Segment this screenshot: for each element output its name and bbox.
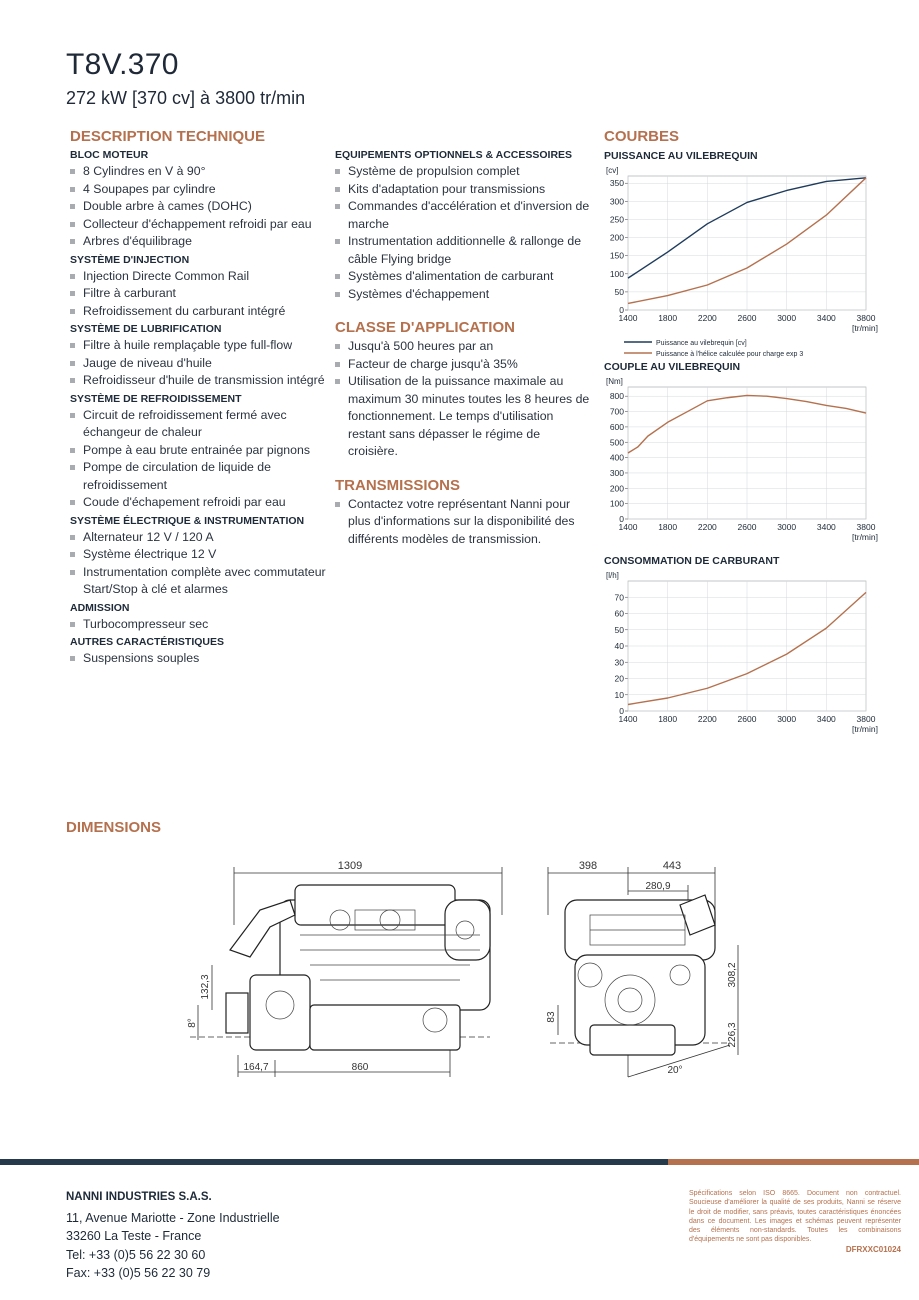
dim-front-height-lower: 226,3 — [727, 1022, 738, 1048]
company-contact — [66, 1188, 280, 1283]
curves-title: COURBES — [604, 128, 680, 145]
list-item: Systèmes d'échappement — [335, 286, 591, 304]
description-group-title: ADMISSION — [70, 601, 130, 614]
x-tick-label: 2600 — [737, 714, 757, 724]
x-tick-label: 2200 — [697, 714, 717, 724]
y-tick-label: 40 — [614, 641, 624, 651]
list-item: 4 Soupapes par cylindre — [70, 181, 332, 199]
x-tick-label: 3000 — [777, 714, 797, 724]
dim-front-angle: 20° — [667, 1065, 683, 1076]
chart-fuel — [604, 567, 894, 739]
description-group-list — [70, 163, 332, 251]
description-group-title: SYSTÈME DE REFROIDISSEMENT — [70, 392, 242, 405]
y-tick-label: 200 — [609, 232, 624, 243]
list-item: Arbres d'équilibrage — [70, 233, 332, 251]
y-tick-label: 300 — [609, 196, 624, 207]
description-group-title: SYSTÈME D'INJECTION — [70, 253, 190, 266]
technical-description — [70, 128, 332, 668]
chart-power — [604, 162, 894, 358]
list-item: Refroidissement du carburant intégré — [70, 303, 332, 321]
options-list — [335, 163, 591, 303]
y-tick-label: 200 — [609, 483, 624, 494]
list-item: Refroidisseur d'huile de transmission intégré — [70, 372, 332, 390]
list-item: Commandes d'accélération et d'inversion de marche — [335, 198, 591, 233]
description-group-list — [70, 650, 332, 668]
x-tick-label: 1400 — [618, 522, 638, 532]
description-group-title: SYSTÈME ÉLECTRIQUE & INSTRUMENTATION — [70, 514, 305, 527]
y-tick-label: 800 — [609, 391, 624, 402]
x-tick-label: 1800 — [658, 313, 678, 323]
description-groups — [70, 149, 332, 668]
x-tick-label: 1400 — [618, 714, 638, 724]
y-tick-label: 100 — [609, 268, 624, 279]
description-group-list — [70, 529, 332, 599]
dim-side-height-upper: 132,3 — [200, 974, 211, 1000]
description-group-title: SYSTÈME DE LUBRIFICATION — [70, 323, 222, 335]
legend-label: Puissance à l'hélice calculée pour charge exp 3 — [656, 351, 804, 358]
description-group-list — [70, 337, 332, 390]
engine-front-view-drawing — [530, 855, 750, 1085]
list-item: Alternateur 12 V / 120 A — [70, 529, 332, 547]
y-tick-label: 700 — [609, 406, 624, 417]
legend-label: Puissance au vilebrequin [cv] — [656, 340, 747, 347]
dim-front-height-upper: 308,2 — [727, 962, 738, 988]
x-tick-label: 3400 — [816, 714, 836, 724]
description-group-title: BLOC MOTEUR — [70, 149, 149, 161]
chart-torque-title: COUPLE AU VILEBREQUIN — [604, 361, 741, 373]
options-title: EQUIPEMENTS OPTIONNELS & ACCESSOIRES — [335, 149, 573, 161]
y-tick-label: 0 — [619, 706, 624, 716]
x-tick-label: 3400 — [816, 522, 836, 532]
y-tick-label: 60 — [614, 608, 624, 619]
dim-front-foot: 83 — [546, 1011, 557, 1023]
dimensions-title: DIMENSIONS — [66, 819, 162, 836]
list-item: Kits d'adaptation pour transmissions — [335, 181, 591, 199]
x-tick-label: 3000 — [777, 313, 797, 323]
model-title: T8V.370 — [66, 48, 179, 81]
company-address-line2: 33260 La Teste - France — [66, 1229, 202, 1243]
company-tel: Tel: +33 (0)5 56 22 30 60 — [66, 1247, 206, 1262]
y-axis-unit: [l/h] — [606, 571, 619, 580]
dim-front-width-left: 398 — [578, 860, 598, 872]
application-title: CLASSE D'APPLICATION — [335, 319, 515, 336]
disclaimer-text: Spécifications selon ISO 8665. Document non contractuel. Soucieuse d'améliorer la qualité de ses produits, Nanni se réserve le droit de modifier, sans préavis, toutes caractéristiques énoncées dans ce document. Les images et schémas peuvent représenter des éléments non-standards. Toutes les combinaisons d'équipements ne sont pas disponibles. — [689, 1190, 901, 1244]
list-item: Suspensions souples — [70, 650, 332, 668]
x-tick-label: 3800 — [856, 714, 876, 724]
list-item: Systèmes d'alimentation de carburant — [335, 268, 591, 286]
dim-front-width-right: 443 — [662, 860, 682, 872]
x-tick-label: 1800 — [658, 714, 678, 724]
description-group-title: AUTRES CARACTÉRISTIQUES — [70, 636, 225, 648]
list-item: Instrumentation complète avec commutateur Start/Stop à clé et alarmes — [70, 564, 332, 599]
footer-bar-accent — [668, 1159, 919, 1165]
x-tick-label: 1800 — [658, 522, 678, 532]
transmissions-list — [335, 496, 591, 549]
list-item: Jauge de niveau d'huile — [70, 355, 332, 373]
dim-front-mount-width: 280,9 — [645, 881, 671, 892]
y-tick-label: 10 — [614, 689, 624, 700]
company-fax: Fax: +33 (0)5 56 22 30 79 — [66, 1266, 211, 1280]
list-item: 8 Cylindres en V à 90° — [70, 163, 332, 181]
dim-side-height-lower: 8° — [187, 1018, 198, 1028]
list-item: Jusqu'à 500 heures par an — [335, 338, 591, 356]
list-item: Instrumentation additionnelle & rallonge de câble Flying bridge — [335, 233, 591, 268]
list-item: Double arbre à cames (DOHC) — [70, 198, 332, 216]
application-list — [335, 338, 591, 461]
y-tick-label: 100 — [609, 498, 624, 509]
y-tick-label: 50 — [614, 624, 624, 635]
list-item: Collecteur d'échappement refroidi par eau — [70, 216, 332, 234]
transmissions-title: TRANSMISSIONS — [335, 476, 461, 494]
description-group-list — [70, 616, 332, 634]
y-tick-label: 20 — [614, 673, 624, 684]
list-item: Utilisation de la puissance maximale au maximum 30 minutes toutes les 8 heures de fonctionnement. Le temps d'utilisation restant sans dépasser le régime de croisière. — [335, 373, 591, 461]
company-name: NANNI INDUSTRIES S.A.S. — [66, 1191, 212, 1203]
y-tick-label: 300 — [609, 467, 624, 478]
list-item: Circuit de refroidissement fermé avec échangeur de chaleur — [70, 407, 332, 442]
chart-torque — [604, 373, 894, 543]
power-rating: 272 kW [370 cv] à 3800 tr/min — [66, 88, 306, 108]
options-column — [335, 128, 591, 548]
company-address-line1: 11, Avenue Mariotte - Zone Industrielle — [66, 1210, 280, 1225]
list-item: Injection Directe Common Rail — [70, 268, 332, 286]
list-item: Système électrique 12 V — [70, 546, 332, 564]
chart-power-title: PUISSANCE AU VILEBREQUIN — [604, 150, 758, 162]
x-axis-unit: [tr/min] — [852, 532, 878, 542]
y-axis-unit: [Nm] — [606, 377, 623, 386]
list-item: Turbocompresseur sec — [70, 616, 332, 634]
x-tick-label: 3800 — [856, 522, 876, 532]
y-tick-label: 50 — [614, 286, 624, 297]
engine-side-view-drawing — [187, 855, 510, 1085]
y-tick-label: 250 — [609, 214, 624, 225]
x-tick-label: 2200 — [697, 522, 717, 532]
chart-fuel-title: CONSOMMATION DE CARBURANT — [604, 555, 780, 567]
y-tick-label: 0 — [619, 305, 624, 315]
list-item: Coude d'échapement refroidi par eau — [70, 494, 332, 512]
list-item: Système de propulsion complet — [335, 163, 591, 181]
description-group-list — [70, 407, 332, 512]
x-tick-label: 3400 — [816, 313, 836, 323]
list-item: Facteur de charge jusqu'à 35% — [335, 356, 591, 374]
list-item: Pompe de circulation de liquide de refroidissement — [70, 459, 332, 494]
description-group-list — [70, 268, 332, 321]
x-axis-unit: [tr/min] — [852, 724, 878, 734]
list-item: Filtre à huile remplaçable type full-flow — [70, 337, 332, 355]
curves-section — [604, 128, 894, 744]
dim-side-length: 1309 — [337, 860, 363, 872]
description-title: DESCRIPTION TECHNIQUE — [70, 128, 266, 145]
list-item: Filtre à carburant — [70, 285, 332, 303]
document-reference: DFRXXC01024 — [845, 1245, 901, 1254]
y-tick-label: 70 — [614, 592, 624, 603]
y-tick-label: 600 — [609, 421, 624, 432]
x-tick-label: 2200 — [697, 313, 717, 323]
x-tick-label: 1400 — [618, 313, 638, 323]
x-tick-label: 3800 — [856, 313, 876, 323]
x-tick-label: 3000 — [777, 522, 797, 532]
dim-side-mount-length: 860 — [351, 1062, 369, 1073]
y-tick-label: 400 — [609, 452, 624, 463]
list-item: Contactez votre représentant Nanni pour plus d'informations sur la disponibilité des différents modèles de transmission. — [335, 496, 591, 549]
x-tick-label: 2600 — [737, 522, 757, 532]
y-tick-label: 0 — [619, 514, 624, 524]
y-tick-label: 350 — [609, 178, 624, 189]
list-item: Pompe à eau brute entrainée par pignons — [70, 442, 332, 460]
y-axis-unit: [cv] — [606, 166, 619, 175]
y-tick-label: 30 — [614, 657, 624, 668]
x-tick-label: 2600 — [737, 313, 757, 323]
x-axis-unit: [tr/min] — [852, 323, 878, 333]
footer-bar-navy — [0, 1159, 668, 1165]
y-tick-label: 500 — [609, 437, 624, 448]
y-tick-label: 150 — [609, 250, 624, 261]
dim-side-front-offset: 164,7 — [243, 1062, 269, 1073]
